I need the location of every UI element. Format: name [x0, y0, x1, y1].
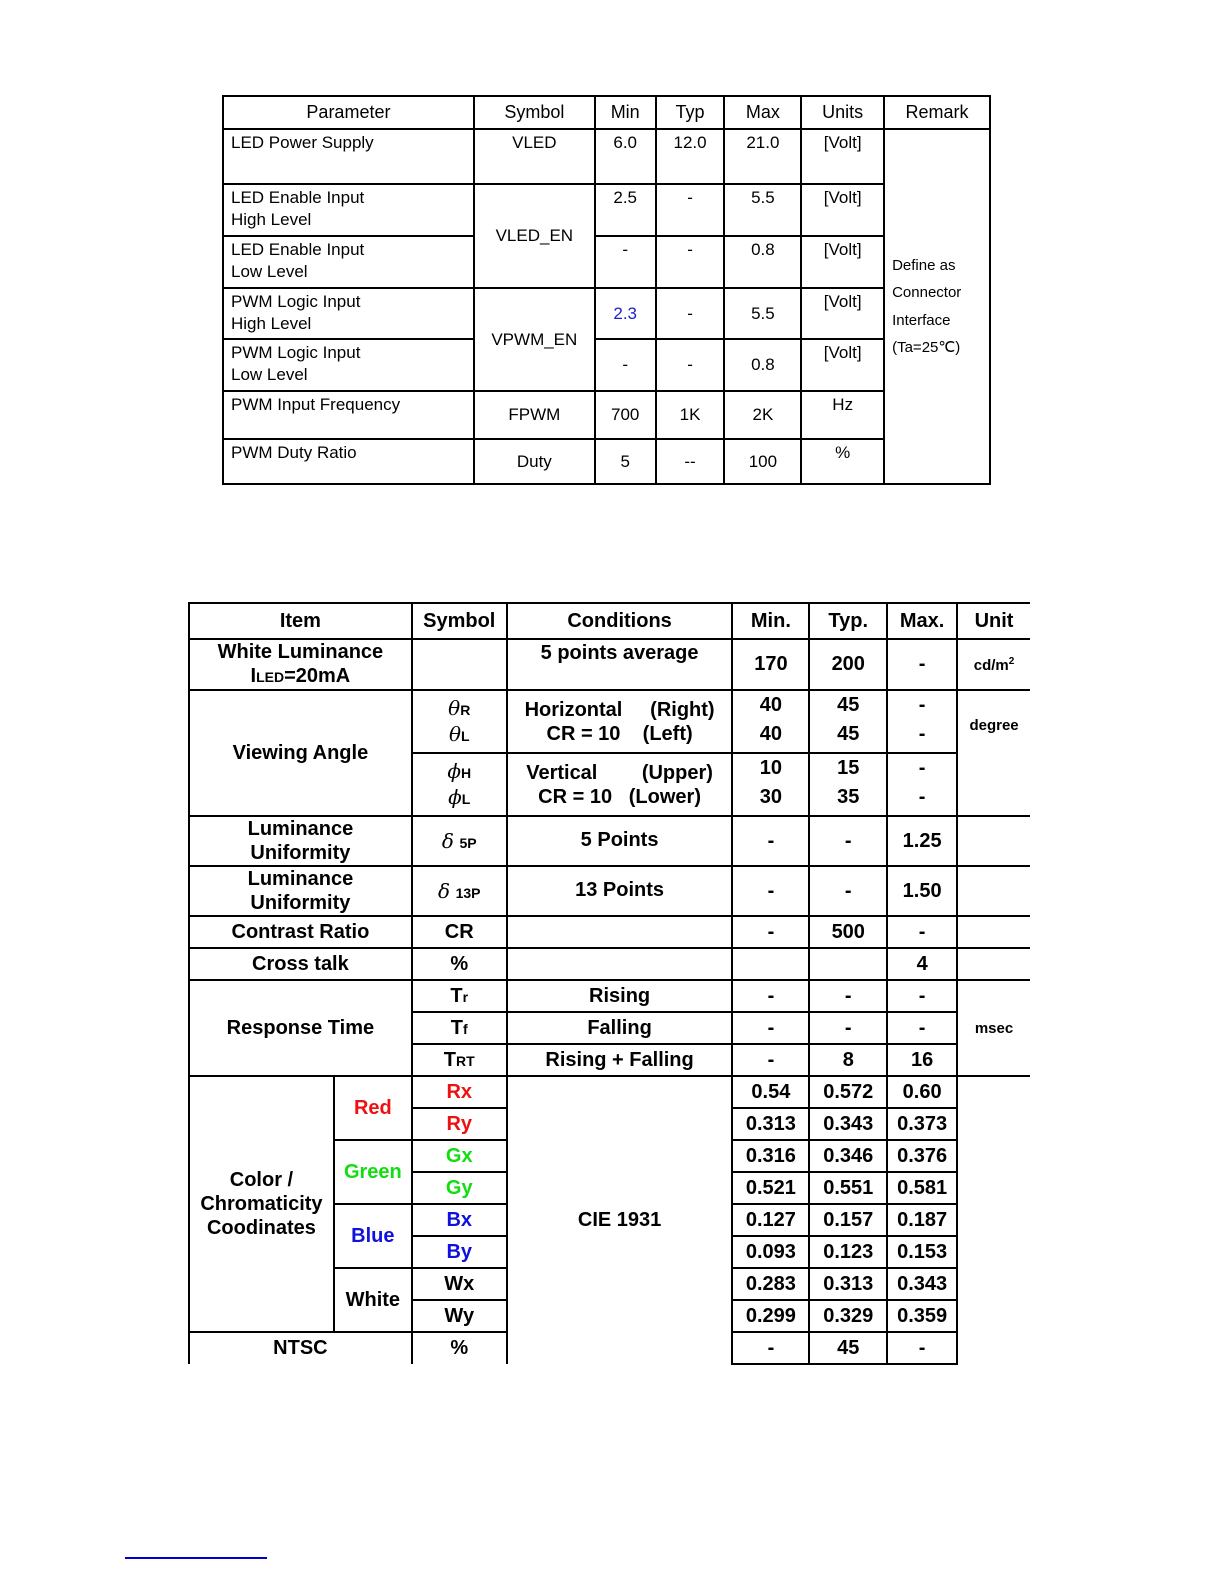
value: - [918, 785, 926, 808]
symbol-cell: Rx [412, 1076, 507, 1108]
table-row [223, 339, 990, 391]
typ-cell: - [656, 288, 725, 339]
min-cell: 0.127 [732, 1204, 809, 1236]
symbol-main: T [443, 1048, 457, 1071]
symbol-cell: % [412, 1332, 507, 1364]
value: 10 [759, 756, 783, 779]
param-cell: PWM Input Frequency [223, 391, 474, 439]
item-cell [189, 866, 412, 916]
table-row [223, 288, 990, 339]
param-cell [223, 236, 474, 288]
typ-cell: 12.0 [656, 129, 725, 184]
typ-cell: -- [656, 439, 725, 484]
units-cell: [Volt] [801, 288, 884, 339]
header-typ: Typ. [809, 603, 887, 639]
max-cell: 0.8 [724, 339, 801, 391]
header-max: Max. [887, 603, 957, 639]
max-cell: - [887, 639, 957, 690]
symbol-main: T [450, 1016, 464, 1039]
typ-cell: 0.551 [809, 1172, 887, 1204]
phi-symbol: ϕ [448, 784, 462, 809]
table-row [189, 690, 1030, 753]
item-line: =20mA [284, 665, 351, 687]
symbol-cell: Gy [412, 1172, 507, 1204]
units-cell: [Volt] [801, 129, 884, 184]
typ-cell: - [656, 184, 725, 236]
item-cell [189, 1076, 334, 1332]
typ-cell [809, 948, 887, 980]
value: - [918, 693, 926, 716]
min-cell: 0.313 [732, 1108, 809, 1140]
table-row [189, 980, 1030, 1012]
item-line: Coodinates [206, 1217, 316, 1239]
min-cell [732, 753, 809, 816]
max-cell: 0.153 [887, 1236, 957, 1268]
item-cell: Contrast Ratio [189, 916, 412, 948]
symbol-cell [412, 816, 507, 866]
min-cell: 700 [595, 391, 656, 439]
typ-cell: 500 [809, 916, 887, 948]
min-cell [732, 948, 809, 980]
value: 45 [837, 722, 860, 745]
symbol-cell: VLED [474, 129, 595, 184]
cond-text: CR = 10 [546, 722, 621, 745]
units-cell: % [801, 439, 884, 484]
param-line: PWM Logic Input [231, 343, 361, 362]
item-cell: NTSC [189, 1332, 412, 1364]
table-row [189, 866, 1030, 916]
color-label-blue: Blue [334, 1204, 412, 1268]
remark-line: Interface [892, 311, 951, 329]
min-cell: - [595, 236, 656, 288]
max-cell: 0.187 [887, 1204, 957, 1236]
min-cell: - [732, 916, 809, 948]
theta-symbol: θ [448, 695, 461, 720]
table-header-row [189, 603, 1030, 639]
table-row [223, 439, 990, 484]
typ-cell: 0.346 [809, 1140, 887, 1172]
symbol-cell: Wy [412, 1300, 507, 1332]
table-row [189, 639, 1030, 690]
min-cell: - [732, 1044, 809, 1076]
typ-cell [809, 690, 887, 753]
cond-text: CR = 10 [538, 785, 613, 808]
header-unit: Unit [957, 603, 1030, 639]
unit-text: cd/m [973, 656, 1009, 674]
footer-link-underline [125, 1557, 267, 1559]
conditions-cell [507, 916, 733, 948]
max-cell: 0.376 [887, 1140, 957, 1172]
symbol-main: T [450, 984, 463, 1007]
unit-cell [957, 639, 1030, 690]
subscript: L [461, 790, 471, 807]
max-cell: 5.5 [724, 288, 801, 339]
symbol-cell [412, 639, 507, 690]
item-line: Color / [229, 1169, 294, 1191]
cond-text: Vertical [526, 761, 598, 784]
typ-cell: 0.157 [809, 1204, 887, 1236]
table-row [189, 1076, 1030, 1108]
header-parameter: Parameter [223, 96, 474, 129]
min-cell: 0.283 [732, 1268, 809, 1300]
min-cell: 0.093 [732, 1236, 809, 1268]
param-line: PWM Logic Input [231, 292, 361, 311]
min-cell: - [732, 866, 809, 916]
max-cell: 5.5 [724, 184, 801, 236]
subscript: 13P [455, 884, 481, 901]
typ-cell: 0.572 [809, 1076, 887, 1108]
conditions-cell: CIE 1931 [507, 1076, 733, 1364]
table-row [223, 184, 990, 236]
symbol-cell: FPWM [474, 391, 595, 439]
value: 35 [837, 785, 860, 808]
symbol-cell: Ry [412, 1108, 507, 1140]
delta-symbol: δ [437, 878, 451, 903]
header-item: Item [189, 603, 412, 639]
cond-text: (Left) [642, 722, 693, 745]
typ-cell: - [656, 339, 725, 391]
max-cell: - [887, 1332, 957, 1364]
typ-cell: 1K [656, 391, 725, 439]
conditions-cell: 13 Points [507, 866, 733, 916]
item-cell: Response Time [189, 980, 412, 1076]
phi-symbol: ϕ [447, 758, 461, 783]
header-symbol: Symbol [412, 603, 507, 639]
table-row [223, 236, 990, 288]
min-cell [732, 690, 809, 753]
min-cell: 2.5 [595, 184, 656, 236]
subscript: L [460, 727, 470, 744]
item-line: White Luminance [217, 641, 384, 663]
item-line: Uniformity [250, 892, 351, 914]
param-line: Low Level [231, 365, 308, 384]
header-remark: Remark [884, 96, 990, 129]
symbol-cell: % [412, 948, 507, 980]
remark-line: Connector [892, 284, 962, 301]
item-line: I [250, 665, 257, 687]
typ-cell: 0.313 [809, 1268, 887, 1300]
item-line: Uniformity [250, 842, 351, 864]
typ-cell [809, 753, 887, 816]
symbol-cell: Bx [412, 1204, 507, 1236]
min-cell: 5 [595, 439, 656, 484]
item-line: Luminance [247, 868, 354, 890]
color-label-green: Green [334, 1140, 412, 1204]
min-cell: - [732, 980, 809, 1012]
min-cell: - [732, 816, 809, 866]
conditions-cell [507, 948, 733, 980]
header-conditions: Conditions [507, 603, 733, 639]
param-line: LED Enable Input [231, 188, 365, 207]
remark-line: (Ta=25℃) [892, 339, 961, 356]
unit-cell [957, 948, 1030, 980]
conditions-cell: 5 Points [507, 816, 733, 866]
cond-text: (Lower) [628, 785, 701, 808]
symbol-cell [412, 1012, 507, 1044]
param-cell [223, 184, 474, 236]
typ-cell: - [656, 236, 725, 288]
header-max: Max [724, 96, 801, 129]
min-cell: 170 [732, 639, 809, 690]
table-row [223, 129, 990, 184]
symbol-cell: Gx [412, 1140, 507, 1172]
param-cell: PWM Duty Ratio [223, 439, 474, 484]
max-cell: 1.50 [887, 866, 957, 916]
max-cell: - [887, 1012, 957, 1044]
param-line: LED Enable Input [231, 240, 365, 259]
typ-cell: - [809, 866, 887, 916]
max-cell: 0.581 [887, 1172, 957, 1204]
cond-text: Horizontal [524, 698, 623, 721]
max-cell: 0.343 [887, 1268, 957, 1300]
header-min: Min [595, 96, 656, 129]
value: 45 [837, 693, 860, 716]
delta-symbol: δ [441, 828, 454, 853]
unit-cell [957, 916, 1030, 948]
conditions-cell [507, 690, 733, 753]
item-cell [189, 816, 412, 866]
cond-text: (Right) [650, 698, 715, 721]
optical-spec-table [188, 602, 1030, 1365]
min-cell: 0.521 [732, 1172, 809, 1204]
max-cell: 21.0 [724, 129, 801, 184]
typ-cell: 45 [809, 1332, 887, 1364]
color-label-red: Red [334, 1076, 412, 1140]
max-cell: 16 [887, 1044, 957, 1076]
cond-text: (Upper) [641, 761, 713, 784]
conditions-cell: 5 points average [507, 639, 733, 690]
unit-sup: 2 [1008, 655, 1015, 667]
max-cell: 0.60 [887, 1076, 957, 1108]
param-cell [223, 288, 474, 339]
subscript: f [463, 1020, 468, 1037]
typ-cell: 0.123 [809, 1236, 887, 1268]
header-min: Min. [732, 603, 809, 639]
item-cell: Cross talk [189, 948, 412, 980]
symbol-cell: CR [412, 916, 507, 948]
conditions-cell: Rising [507, 980, 733, 1012]
typ-cell: 8 [809, 1044, 887, 1076]
max-cell: 2K [724, 391, 801, 439]
max-cell: - [887, 980, 957, 1012]
remark-line: Define as [892, 256, 956, 274]
table-row [223, 391, 990, 439]
param-line: High Level [231, 314, 312, 333]
unit-cell: degree [957, 690, 1030, 816]
max-cell: - [887, 916, 957, 948]
min-cell: 0.316 [732, 1140, 809, 1172]
subscript: r [462, 988, 469, 1005]
param-line: Low Level [231, 262, 308, 281]
max-cell: 0.359 [887, 1300, 957, 1332]
symbol-cell [412, 753, 507, 816]
symbol-cell: Wx [412, 1268, 507, 1300]
theta-symbol: θ [448, 721, 461, 746]
min-cell: 0.299 [732, 1300, 809, 1332]
typ-cell: 0.329 [809, 1300, 887, 1332]
typ-cell: - [809, 1012, 887, 1044]
max-cell: 1.25 [887, 816, 957, 866]
subscript: 5P [459, 834, 477, 851]
header-units: Units [801, 96, 884, 129]
units-cell: [Volt] [801, 184, 884, 236]
conditions-cell: Rising + Falling [507, 1044, 733, 1076]
param-cell: LED Power Supply [223, 129, 474, 184]
subscript: H [461, 764, 472, 781]
min-cell: 0.54 [732, 1076, 809, 1108]
typ-cell: - [809, 816, 887, 866]
item-cell [189, 639, 412, 690]
min-cell: 6.0 [595, 129, 656, 184]
value: 40 [759, 693, 783, 716]
units-cell: Hz [801, 391, 884, 439]
table-header-row [223, 96, 990, 129]
conditions-cell: Falling [507, 1012, 733, 1044]
item-line: Chromaticity [200, 1193, 323, 1215]
header-symbol: Symbol [474, 96, 595, 129]
param-line: High Level [231, 210, 312, 229]
max-cell: 0.8 [724, 236, 801, 288]
electrical-spec-table [222, 95, 991, 485]
max-cell: 100 [724, 439, 801, 484]
max-cell: 0.373 [887, 1108, 957, 1140]
value: - [918, 756, 926, 779]
typ-cell: 200 [809, 639, 887, 690]
units-cell: [Volt] [801, 236, 884, 288]
value: 40 [759, 722, 783, 745]
header-typ: Typ [656, 96, 725, 129]
remark-cell [884, 129, 990, 484]
symbol-cell: By [412, 1236, 507, 1268]
subscript: RT [456, 1052, 475, 1069]
max-cell: 4 [887, 948, 957, 980]
value: 30 [759, 785, 783, 808]
typ-cell: 0.343 [809, 1108, 887, 1140]
unit-cell [957, 816, 1030, 866]
symbol-cell: VPWM_EN [474, 288, 595, 391]
unit-cell [957, 866, 1030, 916]
min-cell: - [732, 1012, 809, 1044]
table-row [189, 816, 1030, 866]
value: - [918, 722, 926, 745]
table-row [189, 948, 1030, 980]
max-cell [887, 690, 957, 753]
min-cell: 2.3 [595, 288, 656, 339]
unit-cell: msec [957, 980, 1030, 1076]
symbol-cell: Duty [474, 439, 595, 484]
param-cell [223, 339, 474, 391]
symbol-cell: VLED_EN [474, 184, 595, 288]
item-cell: Viewing Angle [189, 690, 412, 816]
table-row [189, 916, 1030, 948]
min-cell: - [732, 1332, 809, 1364]
symbol-cell [412, 1044, 507, 1076]
unit-cell [957, 1076, 1030, 1364]
units-cell: [Volt] [801, 339, 884, 391]
symbol-cell [412, 690, 507, 753]
conditions-cell [507, 753, 733, 816]
subscript: LED [256, 669, 285, 685]
subscript: R [460, 701, 471, 718]
symbol-cell [412, 980, 507, 1012]
min-cell: - [595, 339, 656, 391]
value: 15 [837, 756, 860, 779]
symbol-cell [412, 866, 507, 916]
color-label-white: White [334, 1268, 412, 1332]
max-cell [887, 753, 957, 816]
item-line: Luminance [247, 818, 354, 840]
typ-cell: - [809, 980, 887, 1012]
